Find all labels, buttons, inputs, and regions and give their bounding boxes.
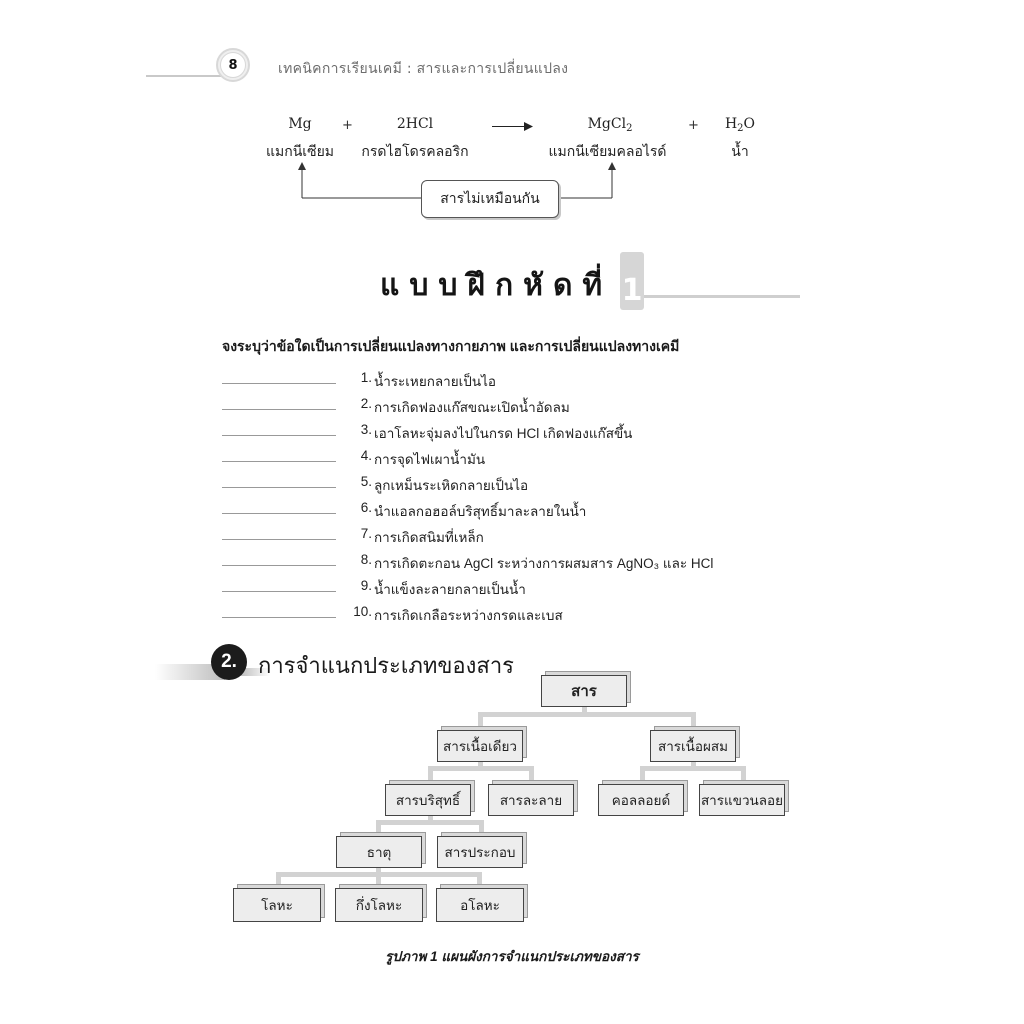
question-row — [222, 370, 782, 390]
question-row — [222, 526, 782, 546]
tree-connector — [276, 872, 281, 888]
product2-formula: $H_2O$ — [724, 116, 756, 134]
reaction-arrowhead — [524, 122, 534, 131]
question-row — [222, 552, 782, 572]
figure-caption: รูปภาพ 1 แผนผังการจำแนกประเภทของสาร — [385, 949, 639, 964]
question-row — [222, 422, 782, 442]
tree-connector — [479, 820, 484, 836]
tree-connector — [478, 712, 696, 717]
answer-blank[interactable] — [222, 383, 336, 384]
answer-blank[interactable] — [222, 617, 336, 618]
answer-blank[interactable] — [222, 487, 336, 488]
product1-formula: MgCl$_2$ — [587, 116, 633, 134]
answer-blank[interactable] — [222, 513, 336, 514]
different-substances-box: สารไม่เหมือนกัน — [421, 180, 559, 218]
tree-connector — [376, 820, 381, 836]
answer-blank[interactable] — [222, 591, 336, 592]
tree-connector — [428, 766, 433, 784]
tree-connector — [376, 872, 381, 888]
product2-name: น้ำ — [731, 143, 749, 159]
tree-connector — [691, 712, 696, 732]
answer-blank[interactable] — [222, 409, 336, 410]
answer-blank[interactable] — [222, 539, 336, 540]
node-compound: สารประกอบ — [437, 836, 523, 868]
question-text: การจุดไฟเผาน้ำมัน — [374, 452, 486, 467]
tree-connector — [640, 766, 645, 784]
question-row — [222, 604, 782, 624]
node-homogeneous: สารเนื้อเดียว — [437, 730, 523, 762]
node-heterogeneous: สารเนื้อผสม — [650, 730, 736, 762]
reactant1-name: แมกนีเซียม — [265, 143, 335, 159]
question-text: น้ำแข็งละลายกลายเป็นน้ำ — [374, 582, 526, 597]
answer-blank[interactable] — [222, 435, 336, 436]
node-pure-substance: สารบริสุทธิ์ — [385, 784, 471, 816]
question-row — [222, 578, 782, 598]
node-colloid: คอลลอยด์ — [598, 784, 684, 816]
tree-connector — [529, 766, 534, 784]
reactant1-formula: Mg — [288, 116, 312, 132]
question-text: ลูกเหม็นระเหิดกลายเป็นไอ — [374, 478, 529, 493]
node-nonmetal: อโลหะ — [436, 888, 524, 922]
node-substance: สาร — [541, 675, 627, 707]
question-number: 6. — [360, 500, 372, 515]
question-text: เอาโลหะจุ่มลงไปในกรด HCl เกิดฟองแก๊สขึ้น — [374, 426, 633, 441]
node-element: ธาตุ — [336, 836, 422, 868]
question-text: การเกิดสนิมที่เหล็ก — [374, 530, 484, 545]
page-number: 8 — [216, 48, 250, 82]
question-text: การเกิดตะกอน AgCl ระหว่างการผสมสาร AgNO₃ และ HCl — [374, 556, 714, 571]
tree-connector — [741, 766, 746, 784]
tree-connector — [478, 712, 483, 732]
question-row — [222, 396, 782, 416]
exercise-instruction: จงระบุว่าข้อใดเป็นการเปลี่ยนแปลงทางกายภาพ และการเปลี่ยนแปลงทางเคมี — [222, 338, 680, 354]
exercise-title: แบบฝึกหัดที่ — [380, 268, 613, 303]
question-number: 2. — [360, 396, 372, 411]
question-text: การเกิดเกลือระหว่างกรดและเบส — [374, 608, 563, 623]
question-number: 9. — [360, 578, 372, 593]
banner-rule — [644, 295, 800, 298]
node-solution: สารละลาย — [488, 784, 574, 816]
reactant2-name: กรดไฮโดรคลอริก — [361, 143, 469, 159]
question-number: 4. — [360, 448, 372, 463]
answer-blank[interactable] — [222, 565, 336, 566]
question-number: 8. — [360, 552, 372, 567]
reaction-arrow — [492, 126, 526, 127]
question-number: 3. — [360, 422, 372, 437]
product1-name: แมกนีเซียมคลอไรด์ — [548, 143, 667, 159]
node-suspension: สารแขวนลอย — [699, 784, 785, 816]
plus-sign: + — [342, 118, 353, 133]
tree-connector — [428, 766, 534, 771]
question-row — [222, 448, 782, 468]
node-metalloid: กึ่งโลหะ — [335, 888, 423, 922]
section-number: 2. — [211, 644, 247, 680]
plus-sign: + — [688, 118, 699, 133]
tree-connector — [477, 872, 482, 888]
exercise-number: 1 — [620, 252, 644, 310]
question-text: การเกิดฟองแก๊สขณะเปิดน้ำอัดลม — [374, 400, 570, 415]
question-row — [222, 500, 782, 520]
question-number: 7. — [360, 526, 372, 541]
node-metal: โลหะ — [233, 888, 321, 922]
question-number: 10. — [353, 604, 372, 619]
reactant2-formula: 2HCl — [396, 116, 434, 132]
section-title: การจำแนกประเภทของสาร — [258, 653, 514, 678]
tree-connector — [640, 766, 746, 771]
answer-blank[interactable] — [222, 461, 336, 462]
question-number: 1. — [360, 370, 372, 385]
running-title: เทคนิคการเรียนเคมี : สารและการเปลี่ยนแปลง — [278, 61, 569, 77]
tree-connector — [376, 820, 484, 825]
question-text: น้ำระเหยกลายเป็นไอ — [374, 374, 496, 389]
question-text: นำแอลกอฮอล์บริสุทธิ์มาละลายในน้ำ — [374, 504, 587, 519]
question-row — [222, 474, 782, 494]
question-number: 5. — [360, 474, 372, 489]
